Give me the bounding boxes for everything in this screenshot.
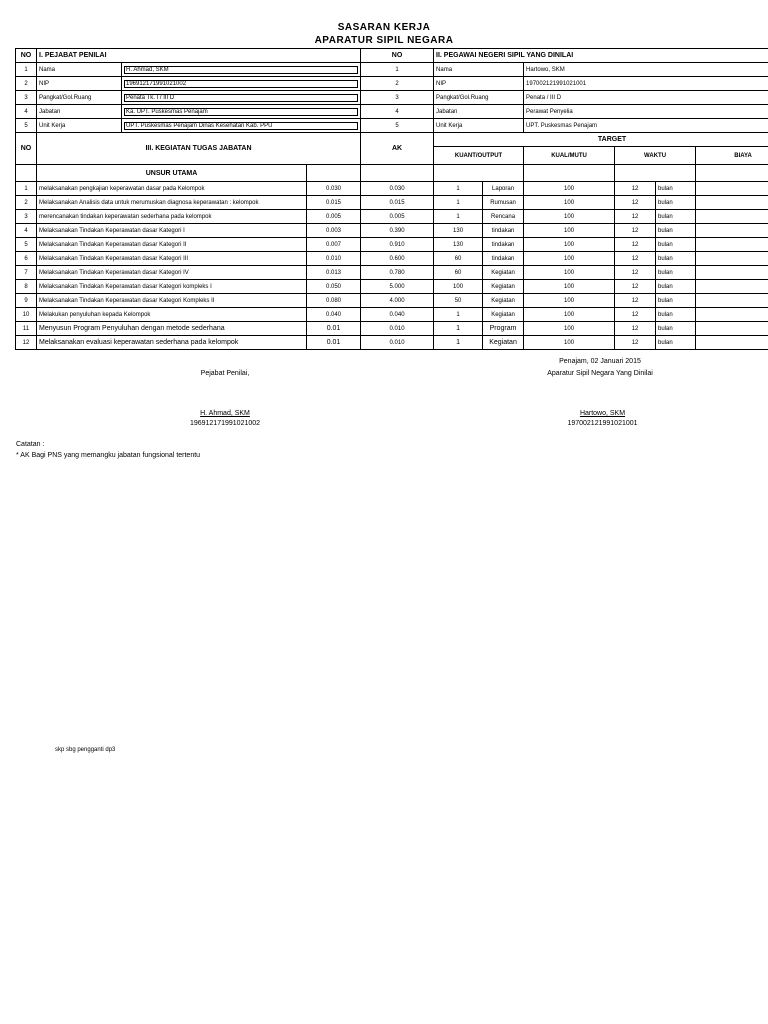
- identity-no: 1: [16, 63, 37, 77]
- identity-label: NIP: [37, 77, 122, 91]
- identity-row: [16, 105, 768, 119]
- activity-waktu: 12: [615, 182, 656, 196]
- identity-value-right: Hartowo, SKM: [524, 63, 768, 77]
- activity-waktu: 12: [615, 280, 656, 294]
- activity-waktu-unit: bulan: [656, 280, 696, 294]
- activity-desc: Melaksanakan Analisis data untuk merumuskan diagnosa keperawatan : kelompok: [37, 196, 307, 210]
- activity-desc: Melaksanakan Tindakan Keperawatan dasar Kategori III: [37, 252, 307, 266]
- activity-qty: 50: [434, 294, 483, 308]
- notes-line: * AK Bagi PNS yang memangku jabatan fungsional tertentu: [16, 452, 201, 459]
- activity-kual: 100: [524, 266, 615, 280]
- table-row: [16, 280, 768, 294]
- waktu-header: WAKTU: [615, 147, 696, 165]
- activity-ak: 0.030: [307, 182, 361, 196]
- no-header: NO: [16, 49, 37, 63]
- activity-ak: 0.01: [307, 322, 361, 336]
- target-header: TARGET: [434, 133, 768, 147]
- activity-unit: Kegiatan: [483, 280, 524, 294]
- right-signer-nip: 197002121991021001: [567, 420, 638, 427]
- activity-desc: Menyusun Program Penyuluhan dengan metode sederhana: [37, 322, 307, 336]
- identity-header-row: [16, 49, 768, 63]
- activity-qty: 1: [434, 308, 483, 322]
- activity-waktu: 12: [615, 238, 656, 252]
- identity-value: Penata Tk. I / III D: [124, 94, 358, 102]
- identity-value: UPT. Puskesmas Penajam Dinas Kesehatan Kab. PPU: [124, 122, 358, 130]
- activity-no: 10: [16, 308, 37, 322]
- place-date: Penajam, 02 Januari 2015: [559, 358, 641, 365]
- activity-kual: 100: [524, 182, 615, 196]
- activity-unit: Laporan: [483, 182, 524, 196]
- activity-waktu: 12: [615, 224, 656, 238]
- ak-header: AK: [361, 133, 434, 165]
- unsur-utama-label: UNSUR UTAMA: [37, 165, 307, 182]
- activity-waktu: 12: [615, 196, 656, 210]
- activity-waktu: 12: [615, 294, 656, 308]
- identity-value: Ka. UPT. Puskesmas Penajam: [124, 108, 358, 116]
- activity-waktu-unit: bulan: [656, 322, 696, 336]
- activity-ak: 0.050: [307, 280, 361, 294]
- activity-ak-total: 5.000: [361, 280, 434, 294]
- table-row: [16, 294, 768, 308]
- table-row: [16, 224, 768, 238]
- identity-label-right: Pangkat/Gol.Ruang: [434, 91, 524, 105]
- activity-ak: 0.005: [307, 210, 361, 224]
- activity-qty: 1: [434, 322, 483, 336]
- right-signer-role: Aparatur Sipil Negara Yang Dinilai: [547, 370, 653, 377]
- activity-unit: Kegiatan: [483, 294, 524, 308]
- activity-kual: 100: [524, 336, 615, 350]
- kual-mutu-header: KUAL/MUTU: [524, 147, 615, 165]
- activity-ak-total: 0.780: [361, 266, 434, 280]
- identity-row: [16, 119, 768, 133]
- table-row: [16, 308, 768, 322]
- table-row: [16, 182, 768, 196]
- activity-desc: Melaksanakan evaluasi keperawatan sederhana pada kelompok: [37, 336, 307, 350]
- activity-qty: 100: [434, 280, 483, 294]
- activity-ak-total: 0.010: [361, 336, 434, 350]
- kuant-output-header: KUANT/OUTPUT: [434, 147, 524, 165]
- table-row: [16, 196, 768, 210]
- left-signer-role: Pejabat Penilai,: [200, 370, 250, 377]
- activity-waktu: 12: [615, 322, 656, 336]
- left-signer-nip: 196912171991021002: [189, 420, 261, 427]
- activity-no: 4: [16, 224, 37, 238]
- identity-no: 2: [16, 77, 37, 91]
- activity-unit: tindakan: [483, 238, 524, 252]
- activity-unit: Program: [483, 322, 524, 336]
- activity-ak-total: 0.910: [361, 238, 434, 252]
- activity-ak: 0.010: [307, 252, 361, 266]
- activity-unit: Kegiatan: [483, 308, 524, 322]
- activity-no: 11: [16, 322, 37, 336]
- activity-qty: 1: [434, 336, 483, 350]
- identity-no-right: 4: [361, 105, 434, 119]
- activity-qty: 1: [434, 196, 483, 210]
- identity-no-right: 2: [361, 77, 434, 91]
- activity-unit: tindakan: [483, 252, 524, 266]
- kegiatan-header: III. KEGIATAN TUGAS JABATAN: [37, 133, 361, 165]
- activity-qty: 130: [434, 238, 483, 252]
- activity-ak-total: 0.010: [361, 322, 434, 336]
- table-row: [16, 210, 768, 224]
- activity-desc: Melaksanakan Tindakan Keperawatan dasar Kategori Kompleks II: [37, 294, 307, 308]
- activity-waktu-unit: bulan: [656, 308, 696, 322]
- identity-label-right: NIP: [434, 77, 524, 91]
- pejabat-penilai-header: I. PEJABAT PENILAI: [37, 49, 361, 63]
- table-row: [16, 252, 768, 266]
- activity-desc: Melaksanakan Tindakan Keperawatan dasar Kategori kompleks I: [37, 280, 307, 294]
- activity-kual: 100: [524, 210, 615, 224]
- unsur-utama-row: [16, 165, 768, 182]
- activity-desc: Melaksanakan Tindakan Keperawatan dasar Kategori I: [37, 224, 307, 238]
- identity-value-right: 197002121991021001: [524, 77, 768, 91]
- identity-row: [16, 77, 768, 91]
- table-row: [16, 238, 768, 252]
- pegawai-header: II. PEGAWAI NEGERI SIPIL YANG DINILAI: [434, 49, 768, 63]
- activity-waktu: 12: [615, 308, 656, 322]
- activity-waktu: 12: [615, 336, 656, 350]
- activity-qty: 130: [434, 224, 483, 238]
- activity-no: 5: [16, 238, 37, 252]
- activity-no: 8: [16, 280, 37, 294]
- activity-unit: Rencana: [483, 210, 524, 224]
- activity-waktu-unit: bulan: [656, 252, 696, 266]
- activity-no: 6: [16, 252, 37, 266]
- activity-qty: 1: [434, 182, 483, 196]
- activity-header-row: [16, 133, 768, 147]
- activity-no: 3: [16, 210, 37, 224]
- activity-qty: 60: [434, 266, 483, 280]
- identity-no-right: 3: [361, 91, 434, 105]
- activity-waktu-unit: bulan: [656, 196, 696, 210]
- activity-ak: 0.015: [307, 196, 361, 210]
- activity-kual: 100: [524, 294, 615, 308]
- activity-waktu: 12: [615, 266, 656, 280]
- activity-kual: 100: [524, 196, 615, 210]
- activity-unit: Kegiatan: [483, 266, 524, 280]
- activity-waktu-unit: bulan: [656, 182, 696, 196]
- notes-label: Catatan :: [16, 441, 45, 448]
- activity-unit: Rumusan: [483, 196, 524, 210]
- activity-ak-total: 0.030: [361, 182, 434, 196]
- activity-no: 7: [16, 266, 37, 280]
- activity-ak-total: 4.000: [361, 294, 434, 308]
- activity-ak: 0.003: [307, 224, 361, 238]
- activity-kual: 100: [524, 322, 615, 336]
- identity-label: Unit Kerja: [37, 119, 122, 133]
- activity-waktu-unit: bulan: [656, 266, 696, 280]
- activity-waktu-unit: bulan: [656, 336, 696, 350]
- identity-value-right: Penata / III D: [524, 91, 768, 105]
- biaya-header: BIAYA: [696, 147, 768, 165]
- identity-row: [16, 63, 768, 77]
- document-title: SASARAN KERJA: [337, 22, 431, 33]
- activity-unit: Kegiatan: [483, 336, 524, 350]
- activity-qty: 1: [434, 210, 483, 224]
- activity-desc: merencanakan tindakan keperawatan sederhana pada kelompok: [37, 210, 307, 224]
- activity-qty: 60: [434, 252, 483, 266]
- skp-table: [15, 48, 768, 350]
- identity-label-right: Unit Kerja: [434, 119, 524, 133]
- identity-no: 3: [16, 91, 37, 105]
- activity-ak: 0.01: [307, 336, 361, 350]
- activity-waktu: 12: [615, 210, 656, 224]
- activity-ak-total: 0.390: [361, 224, 434, 238]
- activity-waktu-unit: bulan: [656, 224, 696, 238]
- activity-desc: Melakukan penyuluhan kepada Kelompok: [37, 308, 307, 322]
- no-header-right: NO: [361, 49, 434, 63]
- document-subtitle: APARATUR SIPIL NEGARA: [314, 35, 454, 46]
- activity-ak-total: 0.600: [361, 252, 434, 266]
- identity-label-right: Nama: [434, 63, 524, 77]
- right-signer-name: Hartowo, SKM: [579, 410, 626, 417]
- identity-no-right: 5: [361, 119, 434, 133]
- identity-value-right: UPT. Puskesmas Penajam: [524, 119, 768, 133]
- activity-kual: 100: [524, 224, 615, 238]
- identity-label-right: Jabatan: [434, 105, 524, 119]
- table-row: [16, 322, 768, 336]
- identity-row: [16, 91, 768, 105]
- activity-ak-total: 0.015: [361, 196, 434, 210]
- identity-no: 5: [16, 119, 37, 133]
- identity-no: 4: [16, 105, 37, 119]
- activity-ak-total: 0.040: [361, 308, 434, 322]
- activity-waktu-unit: bulan: [656, 294, 696, 308]
- activity-kual: 100: [524, 238, 615, 252]
- activity-ak: 0.080: [307, 294, 361, 308]
- activity-no-header: NO: [16, 133, 37, 165]
- activity-desc: Melaksanakan Tindakan Keperawatan dasar Kategori IV: [37, 266, 307, 280]
- activity-no: 12: [16, 336, 37, 350]
- identity-no-right: 1: [361, 63, 434, 77]
- activity-ak: 0.013: [307, 266, 361, 280]
- table-row: [16, 336, 768, 350]
- activity-ak: 0.040: [307, 308, 361, 322]
- activity-desc: melaksanakan pengkajian keperawatan dasar pada Kelompok: [37, 182, 307, 196]
- activity-kual: 100: [524, 308, 615, 322]
- identity-value: H. Ahmad, SKM: [124, 66, 358, 74]
- table-row: [16, 266, 768, 280]
- identity-label: Pangkat/Gol.Ruang: [37, 91, 122, 105]
- activity-desc: Melaksanakan Tindakan Keperawatan dasar Kategori II: [37, 238, 307, 252]
- activity-no: 9: [16, 294, 37, 308]
- activity-no: 1: [16, 182, 37, 196]
- activity-waktu: 12: [615, 252, 656, 266]
- activity-kual: 100: [524, 280, 615, 294]
- activity-kual: 100: [524, 252, 615, 266]
- footer-note: skp sbg pengganti dp3: [55, 747, 116, 753]
- activity-waktu-unit: bulan: [656, 238, 696, 252]
- identity-label: Nama: [37, 63, 122, 77]
- activity-ak: 0.007: [307, 238, 361, 252]
- identity-value-right: Perawat Penyelia: [524, 105, 768, 119]
- left-signer-name: H. Ahmad, SKM: [200, 410, 250, 417]
- activity-no: 2: [16, 196, 37, 210]
- activity-waktu-unit: bulan: [656, 210, 696, 224]
- identity-value: 196912171991021002: [124, 80, 358, 88]
- activity-unit: tindakan: [483, 224, 524, 238]
- identity-label: Jabatan: [37, 105, 122, 119]
- activity-ak-total: 0.005: [361, 210, 434, 224]
